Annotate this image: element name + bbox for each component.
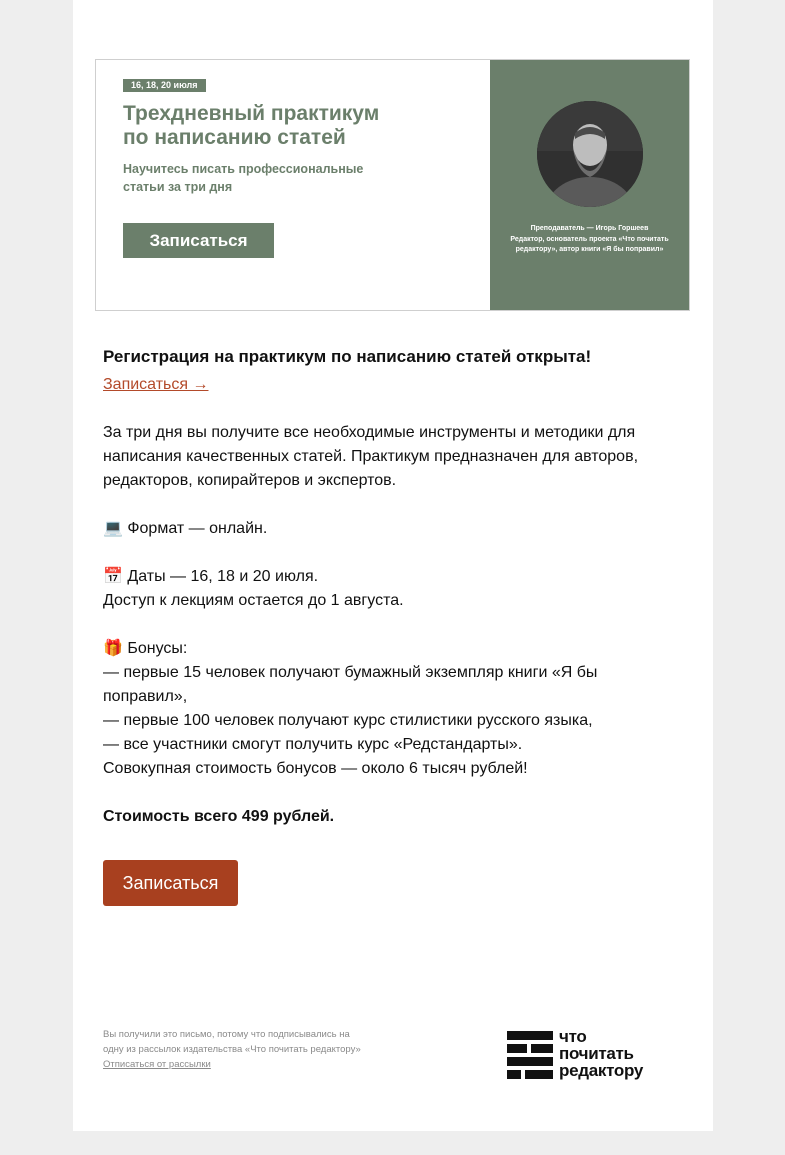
logo-word: почитать	[559, 1044, 634, 1063]
banner-subtitle-line: статьи за три дня	[123, 180, 233, 194]
teacher-avatar	[537, 101, 643, 207]
logo-word: что	[559, 1027, 587, 1046]
date-badge: 16, 18, 20 июля	[123, 79, 206, 92]
email-card	[73, 0, 713, 1131]
banner-subtitle-line: Научитесь писать профессиональные	[123, 162, 364, 176]
intro-paragraph	[103, 421, 663, 493]
bonuses-block	[103, 637, 663, 781]
bonus-item: — первые 100 человек получают курс стилистики русского языка,	[103, 712, 593, 729]
email-heading: Регистрация на практикум по написанию статей открыта!	[103, 347, 592, 366]
banner-title-line: по написанию статей	[123, 126, 346, 149]
teacher-desc-line: редактору», автор книги «Я бы поправил»	[515, 246, 664, 253]
bonuses-title: 🎁 Бонусы:	[103, 640, 188, 657]
access-line: Доступ к лекциям остается до 1 августа.	[103, 592, 404, 609]
bonus-item: поправил»,	[103, 688, 188, 705]
promo-banner[interactable]	[95, 59, 690, 311]
heading-link-row	[103, 373, 663, 397]
teacher-name: Преподаватель — Игорь Горшеев	[530, 225, 649, 232]
footer-note	[103, 1027, 393, 1072]
banner-title-line: Трехдневный практикум	[123, 102, 380, 125]
dates-block	[103, 565, 663, 613]
banner-signup-button[interactable]: Записаться	[123, 223, 274, 258]
banner-teacher-panel	[490, 60, 689, 310]
banner-title	[123, 102, 463, 150]
intro-line: За три дня вы получите все необходимые инструменты и методики для	[103, 424, 636, 441]
price-line: Стоимость всего 499 рублей.	[103, 808, 335, 825]
publisher-logo[interactable]	[507, 1027, 687, 1080]
signup-button[interactable]: Записаться	[103, 860, 238, 906]
bonus-total: Совокупная стоимость бонусов — около 6 тысяч рублей!	[103, 760, 528, 777]
banner-subtitle	[123, 160, 383, 196]
logo-word: редактору	[559, 1061, 643, 1080]
signup-link[interactable]: Записаться →	[103, 376, 209, 393]
intro-line: редакторов, копирайтеров и экспертов.	[103, 472, 397, 489]
format-line: 💻 Формат — онлайн.	[103, 520, 268, 537]
bonus-item: — все участники смогут получить курс «Редстандарты».	[103, 736, 523, 753]
logo-wordmark	[559, 1028, 643, 1079]
teacher-description	[498, 235, 681, 255]
footer-note-line: одну из рассылок издательства «Что почитать редактору»	[103, 1044, 361, 1055]
banner-left-panel	[96, 60, 490, 310]
unsubscribe-link[interactable]: Отписаться от рассылки	[103, 1059, 211, 1070]
dates-line: 📅 Даты — 16, 18 и 20 июля.	[103, 568, 319, 585]
logo-bars-icon	[507, 1031, 553, 1079]
teacher-desc-line: Редактор, основатель проекта «Что почитать	[510, 236, 669, 243]
bonus-item: — первые 15 человек получают бумажный экземпляр книги «Я бы	[103, 664, 598, 681]
footer-note-line: Вы получили это письмо, потому что подписывались на	[103, 1029, 350, 1040]
intro-line: написания качественных статей. Практикум предназначен для авторов,	[103, 448, 639, 465]
teacher-portrait-icon	[537, 101, 643, 207]
